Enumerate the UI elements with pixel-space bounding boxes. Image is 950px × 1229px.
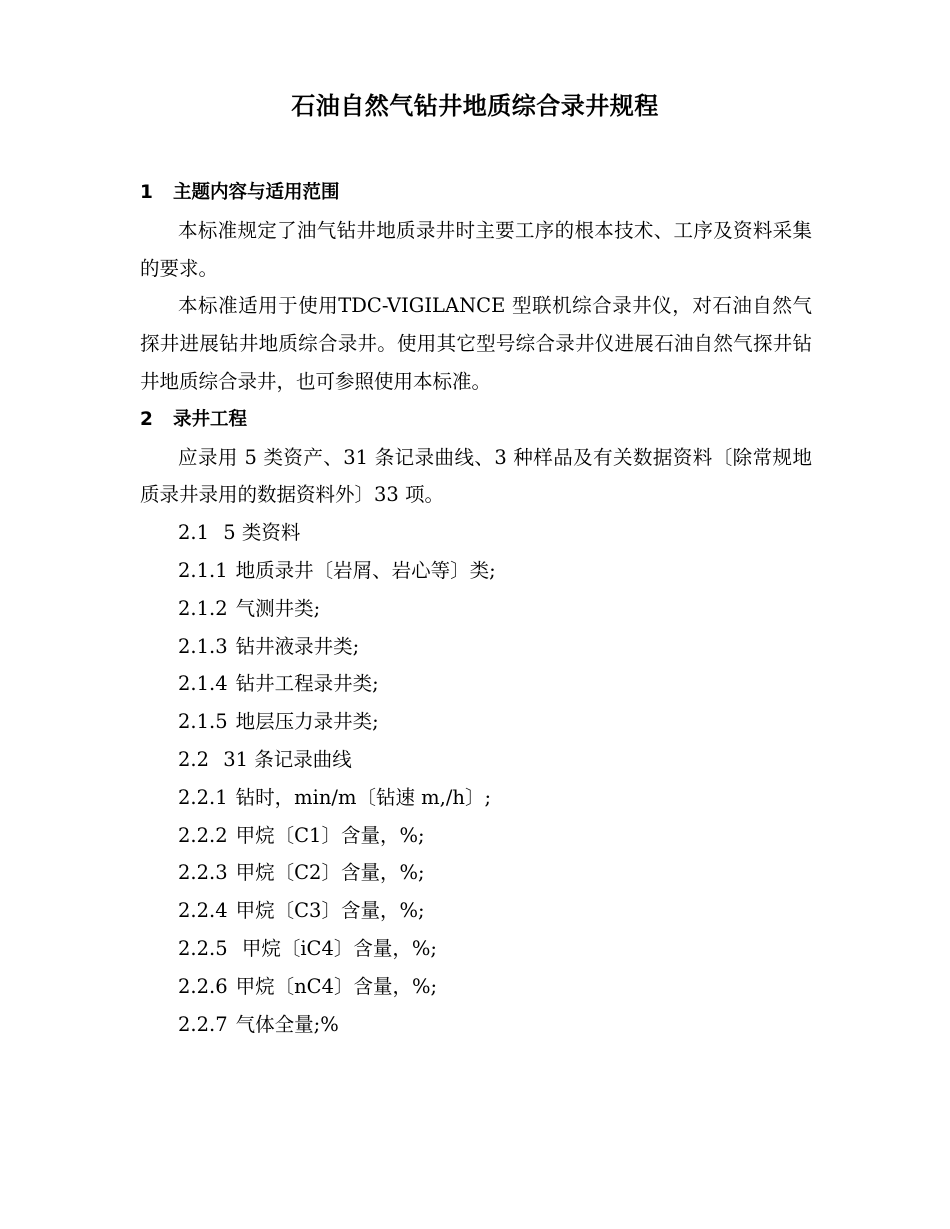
item-number: 2.2: [178, 747, 210, 771]
item-number: 2.2.1: [178, 785, 228, 809]
item-number: 2.1.2: [178, 596, 228, 620]
item-text: 钻时，min/m〔钻速 m,/h〕;: [235, 785, 492, 809]
item-number: 2.1.3: [178, 634, 228, 658]
item-text: 地层压力录井类;: [235, 710, 379, 734]
list-item: [140, 968, 812, 1006]
item-number: 2.2.6: [178, 974, 228, 998]
item-text: 31 条记录曲线: [217, 747, 352, 771]
list-item: [140, 930, 812, 968]
item-text: 甲烷〔C1〕含量，%;: [235, 823, 425, 847]
item-number: 2.1.5: [178, 710, 228, 734]
item-number: 2.2.3: [178, 861, 228, 885]
item-number: 2.2.4: [178, 899, 228, 923]
body-paragraph: 应录用 5 类资产、31 条记录曲线、3 种样品及有关数据资料〔除常规地质录井录用的数据资料外〕33 项。: [140, 445, 812, 507]
item-text: 5 类资料: [217, 521, 301, 545]
section-title: 主题内容与适用范围: [173, 182, 340, 203]
list-item: [140, 514, 812, 552]
body-paragraph: 本标准规定了油气钻井地质录井时主要工序的根本技术、工序及资料采集的要求。: [140, 218, 812, 280]
list-item: [140, 590, 812, 628]
item-text: 地质录井〔岩屑、岩心等〕类;: [235, 558, 496, 582]
body-paragraph: 本标准适用于使用TDC-VIGILANCE 型联机综合录井仪，对石油自然气探井进展钻井地质综合录井。使用其它型号综合录井仪进展石油自然气探井钻井地质综合录井，也可参照使用本标准。: [140, 294, 812, 393]
list-item: [140, 779, 812, 817]
document-title: 石油自然气钻井地质综合录井规程: [291, 92, 659, 120]
item-text: 甲烷〔nC4〕含量，%;: [235, 974, 438, 998]
list-item: [140, 703, 812, 741]
item-number: 2.1.4: [178, 672, 228, 696]
list-item: [140, 741, 812, 779]
list-item: [140, 1006, 812, 1044]
section-number: 2: [140, 408, 153, 430]
item-text: 气体全量;%: [235, 1012, 339, 1036]
list-item: [140, 817, 812, 855]
item-text: 气测井类;: [235, 596, 321, 620]
item-text: 甲烷〔C3〕含量，%;: [235, 899, 425, 923]
item-number: 2.1.1: [178, 558, 228, 582]
item-number: 2.2.7: [178, 1012, 228, 1036]
item-text: 钻井液录井类;: [235, 634, 360, 658]
section-title: 录井工程: [173, 408, 248, 430]
document-body: [140, 174, 812, 1043]
list-item: [140, 892, 812, 930]
list-item: [140, 628, 812, 666]
item-text: 甲烷〔iC4〕含量，%;: [235, 936, 437, 960]
item-number: 2.2.5: [178, 936, 228, 960]
item-number: 2.1: [178, 521, 210, 545]
list-item: [140, 854, 812, 892]
section-heading: [140, 401, 812, 439]
numbered-list: [140, 514, 812, 1043]
item-text: 甲烷〔C2〕含量，%;: [235, 861, 425, 885]
list-item: [140, 552, 812, 590]
item-text: 钻井工程录井类;: [235, 672, 379, 696]
section-number: 1: [140, 182, 153, 203]
section-heading: [140, 174, 812, 212]
item-number: 2.2.2: [178, 823, 228, 847]
list-item: [140, 665, 812, 703]
